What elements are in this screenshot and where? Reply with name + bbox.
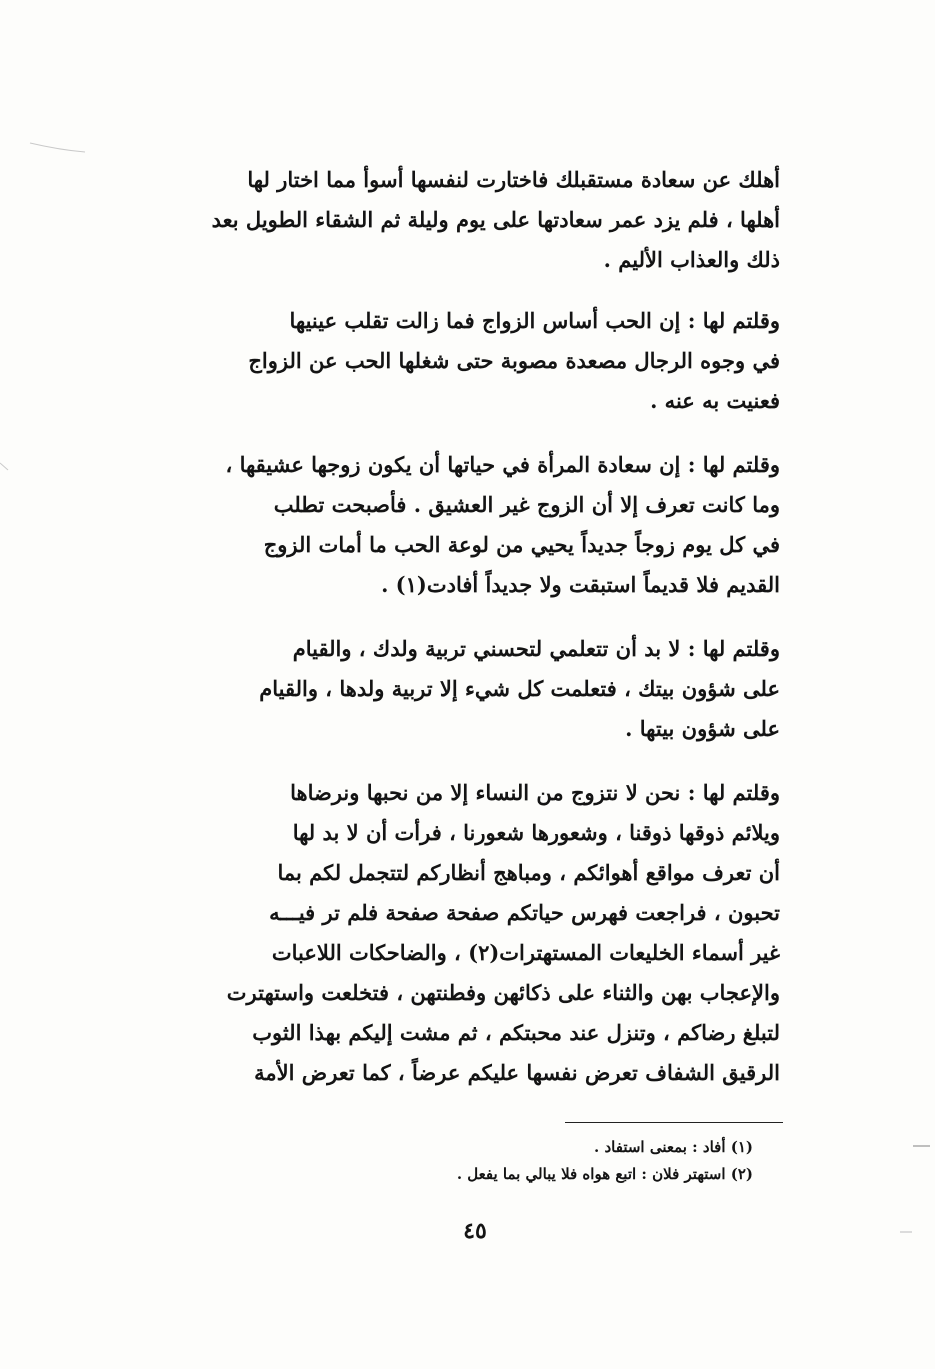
scan-scratch [0,463,8,470]
paragraph [190,629,780,749]
text-line: وقلتم لها : لا بد أن تتعلمي لتحسني تربية ولدك ، والقيام [292,636,780,661]
text-line: ويلائم ذوقها ذوقنا ، وشعورها شعورنا ، فرأت أن لا بد لها [292,820,780,845]
text-line: القديم فلا قديماً استبقت ولا جديداً أفادت(١) . [381,572,780,597]
text-line: الرقيق الشفاف تعرض نفسها عليكم عرضاً ، كما تعرض الأمة [254,1060,780,1085]
text-line: والإعجاب بهن والثناء على ذكائهن وفطنتهن ، فتخلعت واستهترت [226,980,780,1005]
text-line: أن تعرف مواقع أهوائكم ، ومباهج أنظاركم لتتجمل لكم بما [277,860,780,885]
footnote-divider [565,1122,783,1123]
paragraph [190,773,780,1093]
footnote: (٢) استهتر فلان : اتبع هواه فلا يبالي بما يفعل . [456,1165,753,1183]
text-line: على شؤون بيتك ، فتعلمت كل شيء إلا تربية ولدها ، والقيام [259,676,780,701]
text-line: لتبلغ رضاكم ، وتنزل عند محبتكم ، ثم مشت إليكم بهذا الثوب [252,1020,780,1045]
scan-scratch [30,143,85,152]
page-number: ٤٥ [463,1218,487,1244]
text-line: وقلتم لها : إن الحب أساس الزواج فما زالت تقلب عينيها [289,308,780,333]
footnotes [333,1134,753,1188]
text-line: أهلك عن سعادة مستقبلك فاختارت لنفسها أسوأ مما اختار لها [247,167,780,192]
body-text [190,160,780,1117]
text-line: ذلك والعذاب الأليم . [603,247,780,272]
text-line: على شؤون بيتها . [625,716,780,741]
text-line: في وجوه الرجال مصعدة مصوبة حتى شغلها الحب عن الزواج [248,348,780,373]
paragraph [190,301,780,421]
text-line: أهلها ، فلم يزد عمر سعادتها على يوم وليلة ثم الشقاء الطويل بعد [211,207,780,232]
text-line: وقلتم لها : إن سعادة المرأة في حياتها أن يكون زوجها عشيقها ، [225,452,780,477]
text-line: فعنيت به عنه . [650,388,780,413]
footnote: (١) أفاد : بمعنى استفاد . [594,1138,753,1156]
text-line: في كل يوم زوجاً جديداً يحيي من لوعة الحب ما أمات الزوج [263,532,780,557]
text-line: وقلتم لها : نحن لا نتزوج من النساء إلا من نحبها ونرضاها [290,780,780,805]
paragraph [190,160,780,280]
text-line: وما كانت تعرف إلا أن الزوج غير العشيق . فأصبحت تطلب [273,492,780,517]
paragraph [190,445,780,605]
text-line: غير أسماء الخليعات المستهترات(٢) ، والضاحكات اللاعبات [271,940,780,965]
text-line: تحبون ، فراجعت فهرس حياتكم صفحة صفحة فلم تر فيـــه [269,900,780,925]
